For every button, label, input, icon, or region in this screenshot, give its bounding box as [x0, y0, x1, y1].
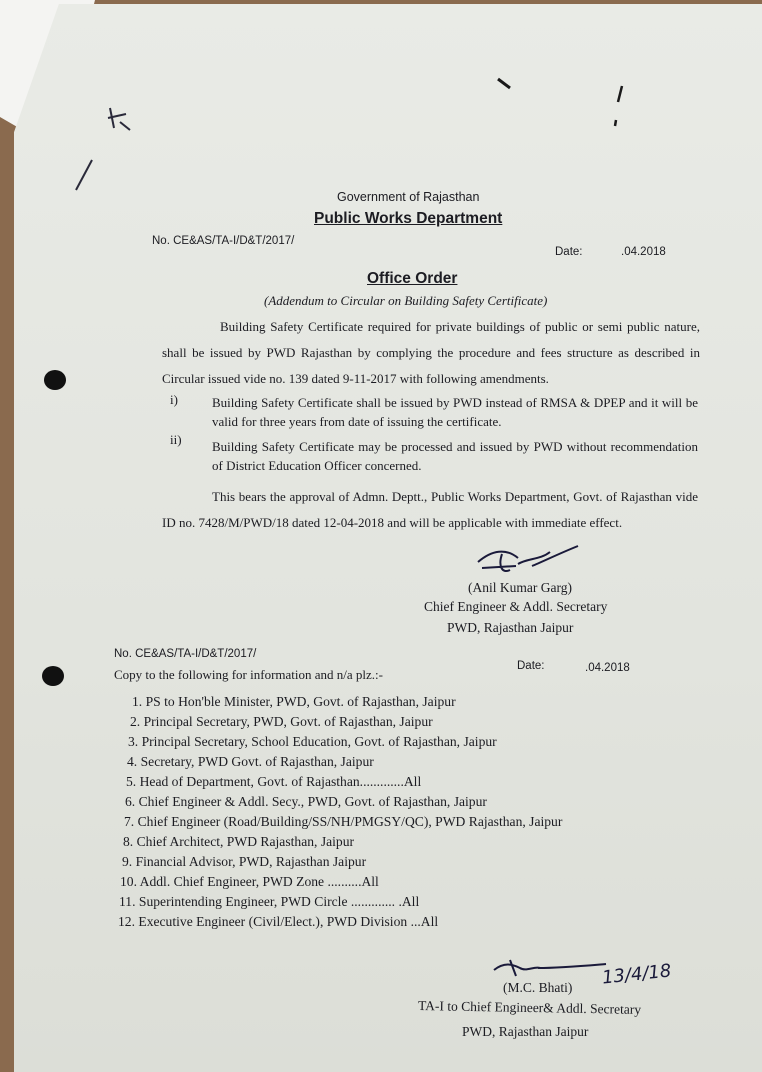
department-heading: Public Works Department [314, 210, 503, 227]
second-signatory-name: (M.C. Bhati) [503, 980, 573, 995]
amendment-number-1: i) [170, 392, 178, 407]
ink-dot-top [495, 76, 515, 92]
signature-anil-kumar-garg [472, 540, 584, 578]
recipient-item: 12. Executive Engineer (Civil/Elect.), PWD Division ...All [118, 914, 439, 929]
copy-intro: Copy to the following for information and n/a plz.:- [114, 667, 383, 682]
signatory-office: PWD, Rajasthan Jaipur [447, 620, 574, 635]
recipient-item: 10. Addl. Chief Engineer, PWD Zone ..........All [120, 874, 379, 889]
recipient-item: 3. Principal Secretary, School Education, Govt. of Rajasthan, Jaipur [128, 734, 497, 749]
ref-number: No. CE&AS/TA-I/D&T/2017/ [152, 235, 295, 247]
recipient-item: 6. Chief Engineer & Addl. Secy., PWD, Govt. of Rajasthan, Jaipur [125, 794, 487, 809]
recipient-item: 9. Financial Advisor, PWD, Rajasthan Jaipur [122, 854, 367, 869]
date-label: Date: [555, 246, 583, 258]
recipient-item: 1. PS to Hon'ble Minister, PWD, Govt. of Rajasthan, Jaipur [132, 694, 456, 709]
copy-date-label: Date: [517, 660, 545, 672]
recipient-item: 4. Secretary, PWD Govt. of Rajasthan, Jaipur [127, 754, 374, 769]
recipient-item: 11. Superintending Engineer, PWD Circle ............. .All [119, 894, 420, 909]
date-value: .04.2018 [621, 246, 666, 258]
signatory-name: (Anil Kumar Garg) [468, 580, 572, 595]
order-title: Office Order [367, 270, 458, 287]
handwritten-date: 13/4/18 [601, 960, 673, 989]
punch-hole-top [44, 370, 66, 390]
recipient-item: 2. Principal Secretary, PWD, Govt. of Rajasthan, Jaipur [130, 714, 433, 729]
approval-paragraph: This bears the approval of Admn. Deptt., Public Works Department, Govt. of Rajasthan vide ID no. 7428/M/PWD/18 dated 12-04-2018 and will be applicable with immediate effect. [162, 489, 698, 530]
copy-date-value: .04.2018 [585, 662, 630, 674]
second-signatory-office: PWD, Rajasthan Jaipur [462, 1024, 589, 1039]
ink-mark-top-right [608, 84, 628, 130]
amendment-text-1: Building Safety Certificate shall be issued by PWD instead of RMSA & DPEP and it will be valid for three years from date of issuing the certificate. [212, 395, 698, 429]
second-signatory-designation: TA-I to Chief Engineer& Addl. Secretary [417, 998, 642, 1017]
pen-stroke-left [72, 158, 98, 194]
recipient-item: 8. Chief Architect, PWD Rajasthan, Jaipur [123, 834, 355, 849]
order-intro-paragraph: Building Safety Certificate required for private buildings of public or semi public nature, shall be issued by PWD Rajasthan by complying the procedure and fees structure as described in Circular issued vide no. 139 dated 9-11-2017 with following amendments. [162, 319, 700, 386]
punch-hole-bottom [42, 666, 64, 686]
government-heading: Government of Rajasthan [337, 190, 480, 204]
recipient-item: 7. Chief Engineer (Road/Building/SS/NH/PMGSY/QC), PWD Rajasthan, Jaipur [124, 814, 563, 829]
signature-mc-bhati [490, 956, 610, 982]
signatory-designation: Chief Engineer & Addl. Secretary [424, 599, 608, 614]
copy-recipient-list [118, 694, 562, 934]
amendment-number-2: ii) [170, 432, 182, 447]
copy-ref-number: No. CE&AS/TA-I/D&T/2017/ [114, 648, 257, 660]
handwritten-mark-top-left [100, 100, 140, 140]
recipient-item: 5. Head of Department, Govt. of Rajasthan.............All [126, 774, 422, 789]
amendment-text-2: Building Safety Certificate may be processed and issued by PWD without recommendation of District Education Officer concerned. [212, 439, 698, 473]
order-subtitle: (Addendum to Circular on Building Safety Certificate) [264, 293, 548, 308]
